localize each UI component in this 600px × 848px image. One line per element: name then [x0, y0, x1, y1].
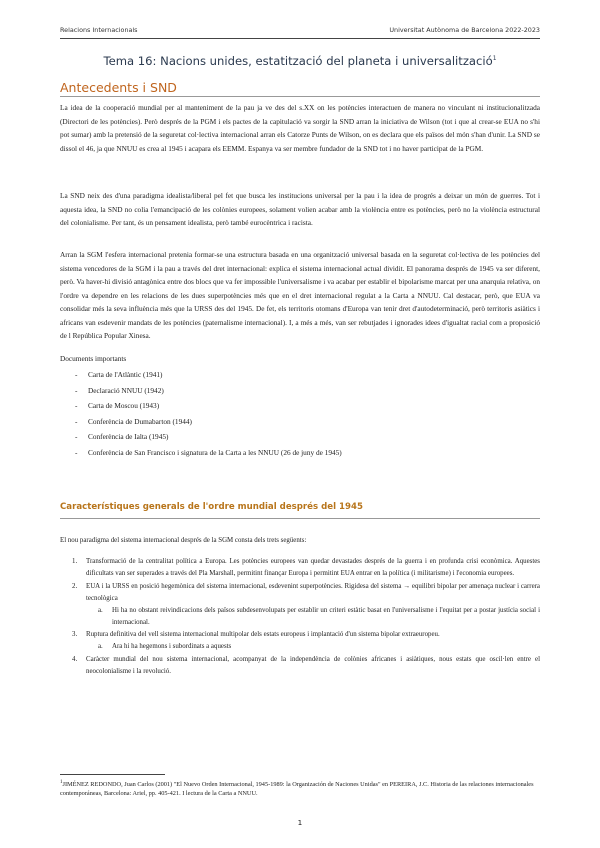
- sub-list: [86, 605, 540, 629]
- paragraph-2: La SND neix des d'una paradigma idealista/liberal pel fet que busca les institucions universal per la pau i la idea de progrés a deixar un món de guerres. Tot i aquesta idea, la SND no colia l'emancipació de les colònies europees, solament volien acabar amb la violència entre es potències, però no la violència estructural del colonialisme. Per tant, és un pensament idealista, però també eurocèntrica i racista.: [60, 191, 540, 227]
- list-item: - Carta de Moscou (1943): [75, 401, 160, 411]
- paragraph-1: La idea de la cooperació mundial per al manteniment de la pau ja ve des del s.XX on les potències interactuen de manera no vinculant ni institucionalitzada (Directori de les potències). Però després de la PGM i els pactes de la capitulació va sorgir la SND arran la iniciativa de Wilson (tot i que al crear-se EUA no s'hi pot sumar) amb la pretensió de la seguretat col·lectiva internacional arran els Catorze Punts de Wilson, on es declara que els països del món s'han d'unir. La SND se dissol el 46, ja que NNUU es crea al 1945 i acapara els EEMM. Espanya va ser membre fundador de la SND tot i no haver participat de la PGM.: [60, 103, 540, 153]
- list-item: - Conferència de Ialta (1945): [75, 432, 169, 442]
- list-item: 2. EUA i la URSS en posició hegemònica del sistema internacional, esdevenint superpotències. Rigidesa del sistema → equilibri bipolar per amenaça nuclear i carrera tecnològica a. Hi ha no obstant reivindicacions dels països subdesenvolupats per establir un criteri estàtic basat en l'universalisme i l'equitat per a postar justícia social i internacional.: [60, 581, 540, 629]
- list-item: 4. Caràcter mundial del nou sistema internacional, acompanyat de la independència de colònies africanes i asiàtiques, nous estats que oscil·len entre el neocolonialisme i la revolució.: [72, 656, 540, 676]
- sub-list-item: a. Hi ha no obstant reivindicacions dels països subdesenvolupats per establir un criteri estàtic basat en l'universalisme i l'equitat per a postar justícia social i internacional.: [98, 606, 540, 626]
- section-heading-antecedents: Antecedents i SND: [60, 80, 177, 95]
- list-item: - Conferència de Dumabarton (1944): [75, 416, 192, 426]
- footnote-rule: [60, 774, 165, 775]
- heading-rule: [60, 518, 540, 519]
- list-item: - Declaració NNUU (1942): [75, 385, 164, 395]
- page-header: [60, 26, 540, 39]
- footnote: [60, 778, 540, 799]
- section-heading-characteristics: Característiques generals de l'ordre mundial després del 1945: [60, 502, 363, 512]
- title-text: Tema 16: Nacions unides, estatització del planeta i universalització: [103, 54, 493, 68]
- sub-list-item: a. Ara hi ha hegemons i subordinats a aquests: [98, 643, 232, 651]
- page-number: 1: [297, 818, 303, 827]
- title-footnote-mark: 1: [492, 55, 497, 63]
- paragraph-3: Arran la SGM l'esfera internacional pretenia formar-se una estructura basada en una organització universal basada en la seguretat col·lectiva de les potències del sistema vencedores de la SGM i la pau a través del dret internacional: explica el sistema internacional actual dividit. El panorama després de 1945 va ser diferent, però. Va haver-hi divisió antagònica entre dos blocs que va fer impossible l'universalisme i va acabar per establir el bipolarisme marcat per una anarquia relativa, on l'ordre va dependre en les relacions de les dues superpotències més que en el dret internacional regulat a la Carta a NNUU. Cal destacar, però, que EUA va consolidar més la seva influència més que la URSS des del 1945. De fet, els territoris otomans d'Europa van tenir dret d'autodeterminació, però territoris asiàtics i africans van esdevenir mandats de les potències (paternalisme internacional). I, a més a més, van ser rebutjades i ignorades idees d'igualtat racial com a proposició de l República Popular Xinesa.: [60, 250, 540, 340]
- header-university: Universitat Autònoma de Barcelona 2022-2023: [389, 26, 540, 34]
- section-intro: El nou paradigma del sistema internacional després de la SGM consta dels trets següents:: [60, 537, 307, 544]
- header-course: Relacions Internacionals: [60, 26, 138, 34]
- list-item: 3. Ruptura definitiva del vell sistema internacional multipolar dels estats europeus i implantació d'un sistema bipolar extraeuropeu. a. Ara hi ha hegemons i subordinats a aquests: [60, 629, 540, 653]
- document-title: [60, 54, 540, 68]
- heading-rule: [60, 96, 540, 97]
- documents-title: Documents importants: [60, 354, 127, 363]
- footnote-text: JIMÉNEZ REDONDO, Juan Carlos (2001) "El Nuevo Orden Internacional, 1945-1989: la Organización de Naciones Unidas" en PEREIRA, J.C. Historia de las relaciones internacionales contemporáneas, Barcelona: Ariel, pp. 405-421. I lectura de la Carta a NNUU.: [60, 781, 534, 798]
- list-item: - Carta de l'Atlàntic (1941): [75, 370, 163, 379]
- list-item: 1. Transformació de la centralitat política a Europa. Les potències europees van quedar devastades després de la guerra i en profunda crisi econòmica. Aquestes dificultats van ser superades a través del Pla Marshall, permitint finançar Europa i permitint EUA entrar en la política (i militarisme) i l'economia europees.: [72, 558, 540, 577]
- sub-list: [86, 641, 540, 653]
- list-item: - Conferència de San Francisco i signatura de la Carta a les NNUU (26 de juny de 1945): [75, 447, 342, 457]
- footnote-mark: 1: [60, 780, 63, 785]
- characteristics-list: [60, 556, 540, 679]
- documents-list: [75, 367, 342, 461]
